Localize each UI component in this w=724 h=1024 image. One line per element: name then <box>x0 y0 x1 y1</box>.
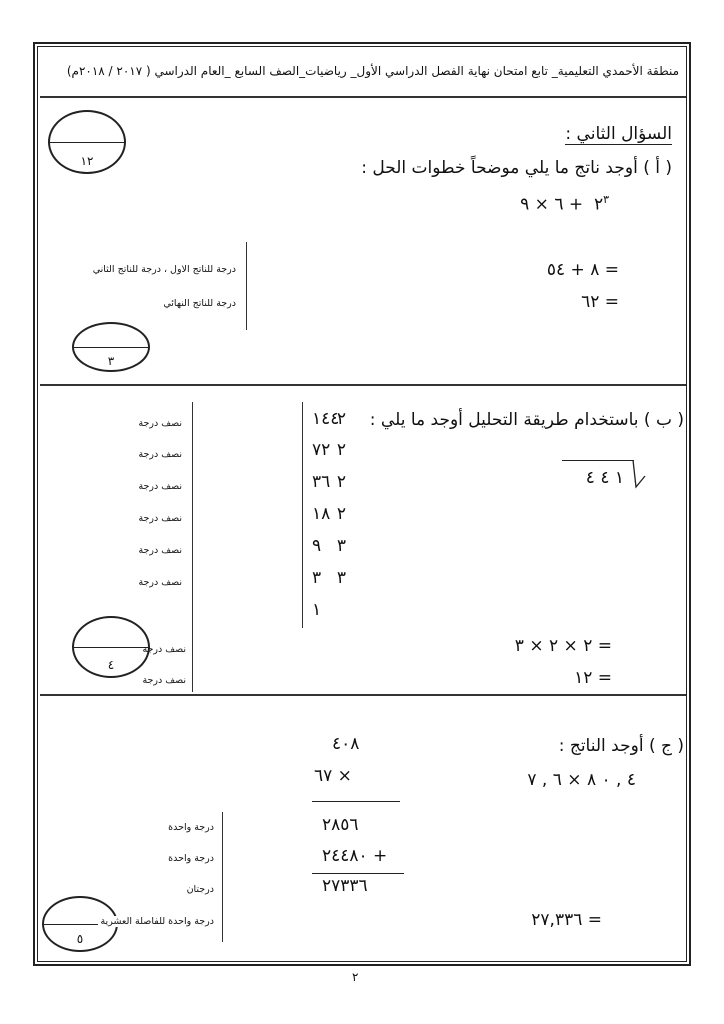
multiplication-multiplier: × ٦٧ <box>314 766 352 786</box>
part-c-note-divider <box>222 812 223 942</box>
part-c-note-1: درجة واحدة <box>168 822 214 833</box>
part-a-note-divider <box>246 242 247 330</box>
partial-product-1: ٢٨٥٦ <box>322 815 359 835</box>
part-a-exponent: ٣ <box>603 193 609 206</box>
part-b-note-result: نصف درجة <box>142 644 186 655</box>
part-a-score-circle <box>72 322 150 372</box>
exam-header: منطقة الأحمدي التعليمية_ تابع امتحان نهاية الفصل الدراسي الأول_ رياضيات_الصف السابع _العام الدراسي ( ٢٠١٧ / ٢٠١٨م) <box>66 64 679 78</box>
square-root-expression <box>562 460 640 490</box>
part-b-score-circle <box>72 616 150 678</box>
factor-value-2: ٧٢ <box>312 440 331 460</box>
factor-value-4: ١٨ <box>312 504 331 524</box>
factor-value-5: ٩ <box>312 536 322 556</box>
radical-icon <box>632 460 646 490</box>
section-divider-1 <box>40 384 686 386</box>
partial-product-2: + ٢٤٤٨٠ <box>322 846 388 866</box>
part-a-expression-rest: + ٦ × ٩ <box>520 194 584 215</box>
part-a-note-2: درجة للناتج النهائي <box>163 298 236 309</box>
part-c-final: = ٢٧,٣٣٦ <box>531 910 602 930</box>
sum-bar <box>312 873 404 874</box>
part-c-note-4: درجة واحدة للفاصلة العشرية <box>100 916 214 927</box>
factor-value-6: ٣ <box>312 568 322 588</box>
question-title: السؤال الثاني : <box>565 124 672 144</box>
part-c-score-value: ٥ <box>76 932 84 946</box>
factor-value-3: ٣٦ <box>312 472 331 492</box>
factor-divisor-6: ٣ <box>336 568 346 588</box>
factor-divisor-1: ٢ <box>336 409 346 429</box>
factor-table-divider <box>302 402 303 628</box>
factor-note-5: نصف درجة <box>138 545 182 556</box>
factor-divisor-3: ٢ <box>336 472 346 492</box>
factor-divisor-5: ٣ <box>336 536 346 556</box>
page-frame-inner <box>37 46 687 962</box>
part-a-step-1: = ٨ + ٥٤ <box>546 260 619 280</box>
factor-value-1-text: ١٤٤ <box>312 409 340 429</box>
part-c-expression: ٤ , ٠ ٨ × ٦ , ٧ <box>527 770 636 790</box>
total-score-value: ١٢ <box>80 154 94 168</box>
multiplication-top: ٤٠٨ <box>332 734 360 754</box>
part-b-prompt: ( ب ) باستخدام طريقة التحليل أوجد ما يلي : <box>369 410 684 430</box>
multiplication-total: ٢٧٣٣٦ <box>322 876 368 896</box>
part-b-result-line: = ٢ × ٢ × ٣ <box>514 636 612 656</box>
part-b-final-line: = ١٢ <box>574 668 612 688</box>
part-a-note-1: درجة للناتج الاول ، درجة للناتج الثاني <box>92 264 236 275</box>
part-c-note-2: درجة واحدة <box>168 853 214 864</box>
radical-bar <box>562 460 634 461</box>
part-a-step-2: = ٦٢ <box>581 292 619 312</box>
section-divider-2 <box>40 694 686 696</box>
factor-note-2: نصف درجة <box>138 449 182 460</box>
factor-note-3: نصف درجة <box>138 481 182 492</box>
factor-divisor-4: ٢ <box>336 504 346 524</box>
factor-divisor-2: ٢ <box>336 440 346 460</box>
part-c-prompt: ( ج ) أوجد الناتج : <box>558 736 684 756</box>
multiplication-bar <box>312 801 400 802</box>
part-a-prompt: ( أ ) أوجد ناتج ما يلي موضحاً خطوات الحل : <box>361 158 672 178</box>
factor-note-6: نصف درجة <box>138 577 182 588</box>
part-b-score-value: ٤ <box>107 658 115 672</box>
factor-note-4: نصف درجة <box>138 513 182 524</box>
factor-note-1: نصف درجة <box>138 418 182 429</box>
header-divider <box>40 96 686 98</box>
part-b-note-final: نصف درجة <box>142 675 186 686</box>
part-a-expression <box>520 193 609 215</box>
radicand: ١ ٤ ٤ <box>585 468 624 488</box>
total-score-circle <box>48 110 126 174</box>
part-a-base: ٢ <box>593 194 604 215</box>
part-c-note-3: درجتان <box>186 884 214 895</box>
part-b-note-divider <box>192 402 193 692</box>
factor-value-7: ١ <box>312 600 322 620</box>
page-number: ٢ <box>352 970 359 984</box>
part-a-score-value: ٣ <box>107 354 115 368</box>
